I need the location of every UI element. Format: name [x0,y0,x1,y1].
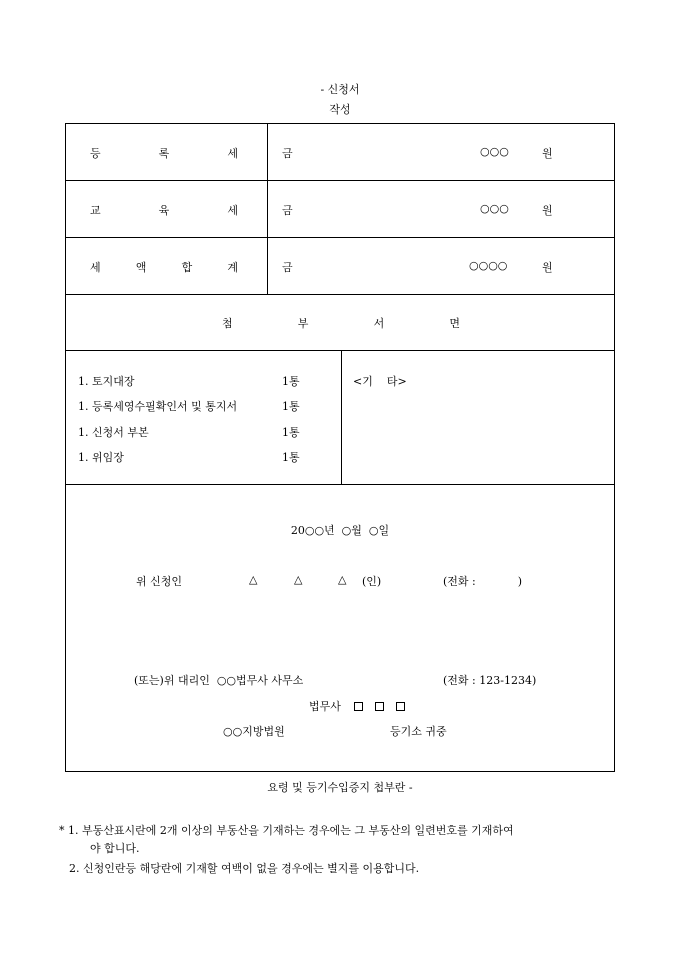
attachment-item: 1. 위임장 [78,451,124,464]
tax-prefix: 금 [282,204,293,217]
header-line-1: - 신청서 [320,83,360,96]
attachment-count: 1통 [282,400,300,413]
applicant-mark: △ [249,573,258,586]
attachment-count: 1통 [282,426,300,439]
row-divider [66,237,614,238]
tax-unit: 원 [542,204,553,217]
agent-office: (또는)위 대리인 ○○법무사 사무소 [134,674,304,687]
seal-mark: (인) [362,575,382,588]
attachments-header: 첨 부 서 면 [222,317,460,330]
attachment-item: 1. 토지대장 [78,375,135,388]
column-divider [267,124,268,294]
tax-prefix: 금 [282,261,293,274]
applicant-mark: △ [294,573,303,586]
application-form-table [65,123,615,772]
attachment-item: 1. 등록세영수필확인서 및 통지서 [78,400,238,413]
column-divider [341,350,342,484]
applicant-label: 위 신청인 [136,575,183,588]
tax-row-total [90,259,238,275]
attachment-item: 1. 신청서 부본 [78,426,149,439]
attachment-count: 1통 [282,375,300,388]
tax-amount: ○○○○ [469,259,508,272]
tax-label: 교 육 세 [90,204,238,217]
seal-box [354,702,363,711]
footnote-1-continued: 야 합니다. [90,842,140,855]
tax-label: 등 록 세 [90,147,238,160]
seal-box [396,702,405,711]
row-divider [66,294,614,295]
tax-unit: 원 [542,261,553,274]
applicant-phone: (전화 : ) [443,575,522,588]
row-divider [66,484,614,485]
tax-amount: ○○○ [480,202,509,215]
document-header [0,81,680,117]
lawyer-line [309,698,411,714]
footnote-1: * 1. 부동산표시란에 2개 이상의 부동산을 기재하는 경우에는 그 부동산의 일련번호를 기재하여 [59,824,514,837]
tax-label: 세 액 합 계 [90,261,238,274]
footnote-2: 2. 신청인란등 해당란에 기재할 여백이 없을 경우에는 별지를 이용합니다. [69,862,420,875]
tax-row-education [90,202,238,218]
tax-row-registration [90,145,238,161]
tax-unit: 원 [542,147,553,160]
signature-date: 20○○년 ○월 ○일 [290,524,390,537]
court-name: ○○지방법원 [223,725,285,738]
row-divider [66,350,614,351]
header-line-2: 작성 [329,103,351,116]
footer-title: 요령 및 등기수입증지 첩부란 - [267,781,413,794]
registry-addressee: 등기소 귀중 [390,725,447,738]
attachment-count: 1통 [282,451,300,464]
applicant-mark: △ [338,573,347,586]
tax-prefix: 금 [282,147,293,160]
attachment-other: <기 타> [353,375,407,388]
seal-box [375,702,384,711]
lawyer-label: 법무사 [309,700,341,713]
row-divider [66,180,614,181]
tax-amount: ○○○ [480,145,509,158]
agent-phone: (전화 : 123-1234) [443,674,537,687]
